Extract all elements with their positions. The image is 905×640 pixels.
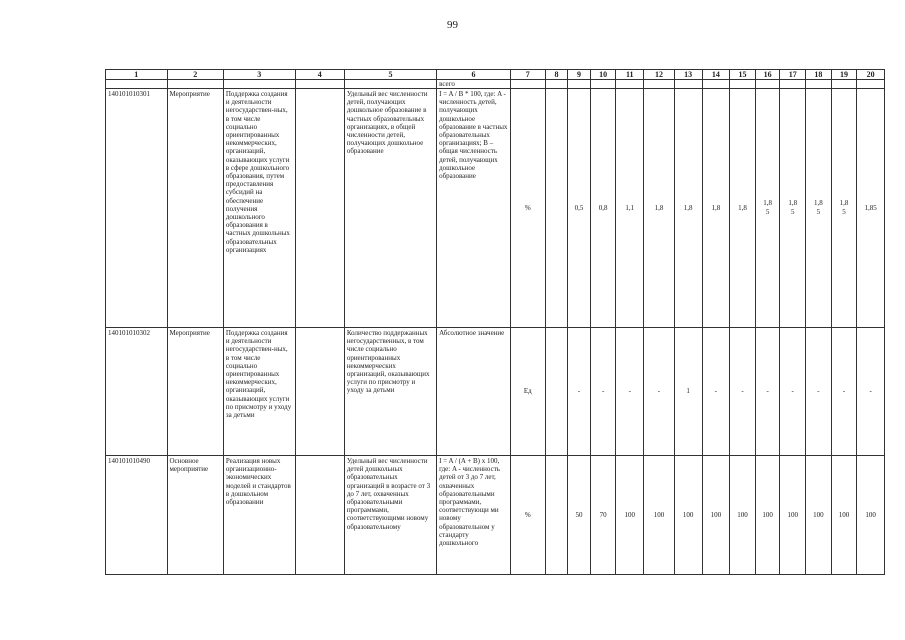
row-value [730,89,756,328]
row-value [702,89,730,328]
row-value [702,456,730,575]
table-row [106,328,885,456]
row-unit: % [510,456,545,575]
row-value [674,328,702,456]
table-row [106,456,885,575]
row-value-text: 1,8 5 [813,199,823,216]
header-cell: 3 [223,70,295,80]
header-cell: 17 [780,70,806,80]
row-value-text: 100 [682,510,694,519]
page-number: 99 [447,19,458,31]
row-indicator: Удельный вес численности детей дошкольных образовательных организаций в возрасте от 3 до 7 лет, охваченных образовательными программами, соответствующими новому образовательному [344,456,436,575]
row-value [806,328,832,456]
row-code: 140101010302 [106,328,168,456]
row-value-text: 100 [624,510,635,519]
row-unit: Ед [510,328,545,456]
row-value-text: - [869,387,872,395]
row-value-text: 100 [813,510,824,519]
row-value-text: 100 [653,510,665,519]
row-value [568,89,591,328]
row-value-text: - [766,387,769,395]
row-value [568,328,591,456]
row-value [545,328,568,456]
row-value [857,89,885,328]
row-value [806,89,832,328]
row-value [616,89,644,328]
row-value [780,328,806,456]
row-value [730,456,756,575]
row-value [590,456,616,575]
row-value [755,328,780,456]
row-value [755,456,780,575]
row-name: Поддержка создания и деятельности негосударствен-ных, в том числе социально ориентированных некоммерческих, организаций, оказывающих услуги в сфере дошкольного образования, путем предоставления субсидий на обеспечение получения дошкольного образования в частных дошкольных образовательных организациях [223,89,295,328]
row-value-text: 100 [762,510,773,519]
row-value-text: - [714,387,718,395]
row-value-text: 1,8 [738,203,747,212]
row-value-text: 1,8 [711,203,721,212]
row-value [545,456,568,575]
row-value [674,456,702,575]
row-value-text: - [601,387,605,395]
row-value [590,328,616,456]
header-cell: 15 [730,70,756,80]
header-cell: 2 [167,70,223,80]
row-indicator: Количество поддержанных негосударственных, в том числе социально ориентированных некоммерческих организаций, оказывающих услуги по присмотру и уходу за детьми [344,328,436,456]
row-value-text: - [842,387,846,395]
row-code: 140101010490 [106,456,168,575]
row-value [644,456,675,575]
row-value [616,328,644,456]
row-value [831,456,857,575]
row-col4 [295,456,344,575]
row-value [755,89,780,328]
header-cell: 7 [510,70,545,80]
row-value-text: 70 [599,510,607,519]
row-value [568,456,591,575]
header-cell: 11 [616,70,644,80]
row-value [545,89,568,328]
row-value-text: - [817,387,820,395]
row-value [857,328,885,456]
row-unit: % [510,89,545,328]
table-row [106,89,885,328]
header-cell: 14 [702,70,730,80]
row-value [616,456,644,575]
header-cell: 13 [674,70,702,80]
row-type: Мероприятие [167,89,223,328]
row-code: 140101010301 [106,89,168,328]
row-name: Поддержка создания и деятельности негосударствен-ных, в том числе социально ориентированных некоммерческих, организаций, оказывающих услуги по присмотру и уходу за детьми [223,328,295,456]
row-value-text: 100 [737,510,748,519]
row-value-text: - [791,387,794,395]
header-cell: 4 [295,70,344,80]
row-value [702,328,730,456]
row-value-text: - [628,387,631,395]
row-value-text: 1,1 [625,203,635,212]
row-value-text: 1,85 [864,203,877,212]
row-value-text: 100 [787,510,798,519]
row-value-text: 50 [575,510,583,519]
row-value [780,89,806,328]
header-cell: 9 [568,70,591,80]
continuation-row [106,80,885,89]
row-value [730,328,756,456]
row-value-text: 1,8 5 [763,199,772,216]
continuation-text: всего [437,80,511,89]
header-cell: 12 [644,70,675,80]
row-value [780,456,806,575]
row-type: Основное мероприятие [167,456,223,575]
header-cell: 16 [755,70,780,80]
header-cell: 6 [437,70,511,80]
row-value [590,89,616,328]
row-value-text: - [741,387,744,395]
header-cell: 18 [806,70,832,80]
row-value [857,456,885,575]
row-col4 [295,328,344,456]
header-cell: 8 [545,70,568,80]
row-value [831,328,857,456]
row-value-text: 1,8 5 [788,199,798,216]
row-value-text: 100 [838,510,850,519]
row-value [831,89,857,328]
header-cell: 20 [857,70,885,80]
row-value-text: 0,8 [598,203,608,212]
row-value-text: 1,8 5 [839,199,849,216]
row-value [644,328,675,456]
row-value [806,456,832,575]
row-value-text: 1,8 [654,203,664,212]
row-value-text: 1 [686,387,690,395]
header-row [106,70,885,80]
header-cell: 1 [106,70,168,80]
row-formula: I = A / (A + B) x 100, где: A - численность детей от 3 до 7 лет, охваченных образовательными программами, соответствующи ми новому образовательном у стандарту дошкольного [437,456,511,575]
row-name: Реализация новых организационно-экономических моделей и стандартов в дошкольном образовании [223,456,295,575]
row-indicator: Удельный вес численности детей, получающих дошкольное образование в частных образовательных организациях, в общей численности детей, получающих дошкольное образование [344,89,436,328]
row-value-text: - [657,387,661,395]
row-formula: I = A / B * 100, где: A - численность детей, получающих дошкольное образование в частных образовательных организациях; B – общая численность детей, получающих дошкольное образование [437,89,511,328]
header-cell: 19 [831,70,857,80]
row-value [644,89,675,328]
row-value-text: 100 [865,510,876,519]
row-value [674,89,702,328]
row-value-text: 1,8 [683,203,693,212]
row-value-text: 0,5 [574,203,584,212]
row-value-text: 100 [710,510,722,519]
row-formula: Абсолютное значение [437,328,511,456]
row-type: Мероприятие [167,328,223,456]
row-col4 [295,89,344,328]
row-value-text: - [577,387,581,395]
header-cell: 5 [344,70,436,80]
indicators-table [105,69,885,575]
header-cell: 10 [590,70,616,80]
